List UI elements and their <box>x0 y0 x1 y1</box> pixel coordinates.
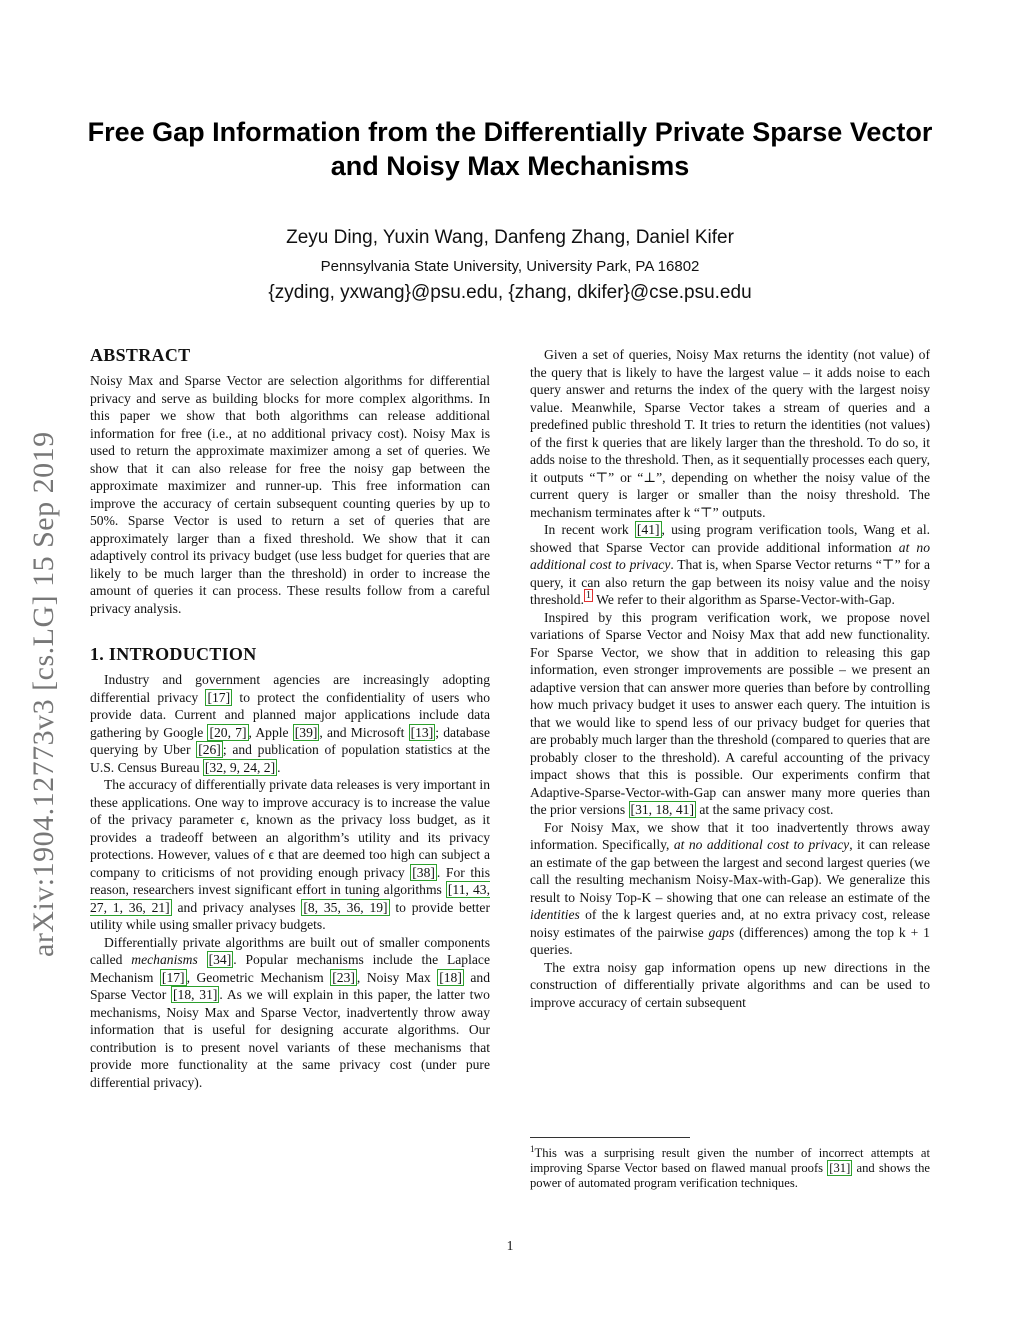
citation-link[interactable]: [13] <box>410 724 434 740</box>
abstract-heading: ABSTRACT <box>90 345 191 365</box>
footnote-link[interactable]: 1 <box>586 590 591 602</box>
right-paragraph-1: Given a set of queries, Noisy Max returns the identity (not value) of the query that is likely to have the largest value – it adds noise to each query answer and returns the index of the query with the largest noisy value. Meanwhile, Sparse Vector takes a stream of queries and a predefined public threshold T. It tries to return the identities (not values) of the first k queries that are likely larger than the threshold. To do so, it adds noise to the threshold. Then, as it sequentially processes each query, it outputs “⊤” or “⊥”, depending on whether the noisy value of the current query is larger or smaller than the noisy threshold. The mechanism terminates after k “⊤” outputs. <box>530 347 930 520</box>
citation-link[interactable]: [17] <box>161 969 185 985</box>
affiliation: Pennsylvania State University, University Park, PA 16802 <box>320 258 700 275</box>
citation-link[interactable]: [26] <box>198 742 221 757</box>
citation-link[interactable]: [8, 35, 36, 19] <box>303 899 388 915</box>
citation-link[interactable]: [39] <box>294 724 318 740</box>
paper-title: Free Gap Information from the Differentially Private Sparse Vector and Noisy Max Mechanisms <box>87 117 933 181</box>
citation-link[interactable]: [18] <box>439 969 462 985</box>
arxiv-identifier: arXiv:1904.12773v3 [cs.LG] 15 Sep 2019 <box>27 431 60 957</box>
intro-paragraph-1: Industry and government agencies are increasingly adopting differential privacy [17] to protect the confidentiality of users who provide data. Current and planned major applications include data gathering by Google [20, 7] , Apple [39] , and Microsoft [13] ; database querying by Uber [26] ; and publication of population statistics at the U.S. Census Bureau [32, 9, 24, 2] . <box>90 672 491 775</box>
footnote: $^1$This was a surprising result given the number of incorrect attempts at improving Sparse Vector based on flawed manual proofs [31] and shows the power of automated program verification techniques. <box>530 1144 931 1191</box>
citation-link[interactable]: [32, 9, 24, 2] <box>204 759 276 775</box>
footnote-divider <box>530 1137 690 1138</box>
introduction-heading: 1. INTRODUCTION <box>90 644 257 664</box>
left-column <box>90 344 490 1091</box>
citation-link[interactable]: [31] <box>829 1161 851 1176</box>
citation-link[interactable]: [41] <box>636 522 660 537</box>
intro-paragraph-2: The accuracy of differentially private data releases is very important in these applications. One way to improve accuracy is to increase the value of the privacy parameter ϵ, known as the privacy loss budget, as it provides a tradeoff between an algorithm’s utility and its privacy protections. However, values of ϵ that are deemed too high can subject a company to criticisms of not providing enough privacy [38] . For this reason, researchers invest significant effort in tuning algorithms [11, 43, 27, 1, 36, 21] and privacy analyses [8, 35, 36, 19] to provide better utility while using smaller privacy budgets. <box>90 777 490 932</box>
right-paragraph-5: The extra noisy gap information opens up new directions in the construction of differentially private algorithms and can be used to improve accuracy of certain subsequent <box>530 959 930 1010</box>
citation-link[interactable]: [38] <box>412 864 435 880</box>
author-emails: {zyding, yxwang}@psu.edu, {zhang, dkifer}@cse.psu.edu <box>268 282 752 303</box>
right-column <box>530 346 930 1011</box>
intro-paragraph-3: Differentially private algorithms are built out of smaller components called mechanisms [34] . Popular mechanisms include the Laplace Mechanism [17] , Geometric Mechanism [23] , Noisy Max [18] and Sparse Vector [18, 31] . As we will explain in this paper, the latter two mechanisms, Noisy Max and Sparse Vector, inadvertently throw away information that is useful for designing accurate algorithms. Our contribution is to present novel variants of these mechanisms that provide more functionality at the same privacy cost (under pure differential privacy). <box>90 934 490 1090</box>
citation-link[interactable]: [23] <box>332 969 355 985</box>
right-paragraph-4: For Noisy Max, we show that it too inadvertently throws away information. Specifically, at no additional cost to privacy, it can release an estimate of the gap between the largest and second largest queries (we call the resulting mechanism Noisy-Max-with-Gap). We generalize this result to Noisy Top-K – showing that one can release an estimate of the identities of the k largest queries and, at no extra privacy cost, release noisy estimates of the pairwise gaps (differences) among the top k + 1 queries. <box>530 819 930 957</box>
right-paragraph-2: In recent work [41] , using program verification tools, Wang et al. showed that Sparse Vector can provide additional information at no additional cost to privacy. That is, when Sparse Vector returns “⊤” for a query, it can also return the gap between its noisy value and the noisy threshold. $^1$ We refer to their algorithm as Sparse-Vector-with-Gap. <box>530 522 930 607</box>
citation-link[interactable]: [17] <box>207 689 231 705</box>
citation-link[interactable]: [11, 43, 27, 1, 36, 21] <box>90 882 490 915</box>
author-list: Zeyu Ding, Yuxin Wang, Danfeng Zhang, Daniel Kifer <box>286 227 734 248</box>
page-number: 1 <box>506 1238 514 1253</box>
right-paragraph-3: Inspired by this program verification work, we propose novel variations of Sparse Vector and Noisy Max that add new functionality. For Sparse Vector, we show that in addition to releasing this gap information, even stronger improvements are possible – we present an adaptive version that can answer more queries than before by controlling how much privacy budget it uses to answer each query. The intuition is that we would like to spend less of our privacy budget for queries that are probably much larger than the threshold (compared to queries that are probably closer to the threshold). A careful accounting of the privacy impact shows that this is possible. Our experiments confirm that Adaptive-Sparse-Vector-with-Gap can answer many more queries than the prior versions [31, 18, 41] at the same privacy cost. <box>530 609 930 817</box>
citation-link[interactable]: [34] <box>208 952 232 967</box>
abstract-text: Noisy Max and Sparse Vector are selection algorithms for differential privacy and serve as building blocks for more complex algorithms. In this paper we show that both algorithms can release additional information for free (i.e., at no additional privacy cost). Noisy Max is used to return the approximate maximizer among a set of queries. We show that it can also release for free the noisy gap between the approximate maximizer and runner-up. This free information can improve the accuracy of certain subsequent counting queries by up to 50%. Sparse Vector is used to return a set of queries that are approximately larger than a fixed threshold. We show that it can adaptively control its privacy budget (use less budget for queries that are likely to be much larger than the threshold) in order to increase the amount of queries it can process. These results follow from a careful privacy analysis. <box>90 373 490 616</box>
citation-link[interactable]: [20, 7] <box>209 724 247 740</box>
citation-link[interactable]: [18, 31] <box>173 987 218 1002</box>
citation-link[interactable]: [31, 18, 41] <box>630 802 694 817</box>
